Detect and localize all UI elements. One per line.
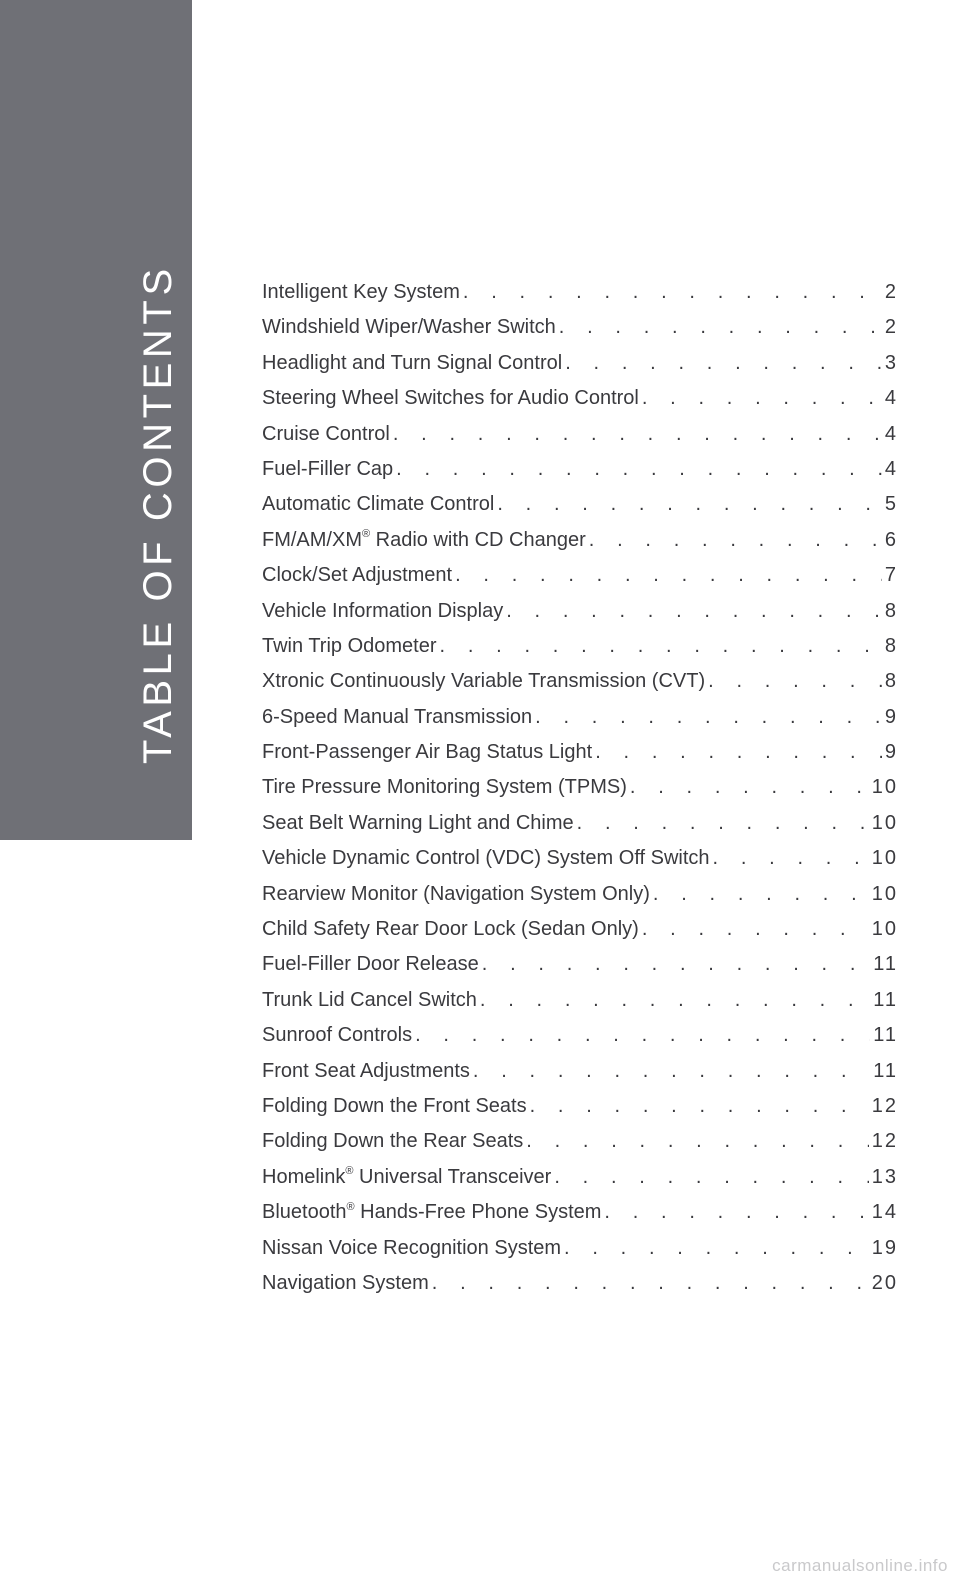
dot-leader: [577, 806, 869, 841]
dot-leader: [396, 452, 882, 487]
toc-entry-title: [262, 664, 708, 699]
toc-entry-title: [262, 947, 482, 982]
dot-leader: [604, 1195, 868, 1230]
toc-entry[interactable]: [262, 1266, 898, 1301]
toc-entry-page-number: 12: [871, 1130, 898, 1153]
toc-entry-title-text: Homelink: [262, 1165, 346, 1188]
toc-entry[interactable]: [262, 381, 898, 416]
toc-entry-title: [262, 806, 577, 841]
dot-leader: [642, 381, 882, 416]
toc-entry-page-number: 7: [884, 564, 898, 587]
toc-entry[interactable]: [262, 770, 898, 805]
toc-entry-page-number: 2: [884, 281, 898, 303]
toc-entry[interactable]: [262, 275, 898, 310]
dot-leader: [440, 629, 882, 664]
dot-leader: [630, 770, 869, 805]
toc-entry-title: [262, 1018, 415, 1053]
toc-entry[interactable]: [262, 558, 898, 593]
toc-entry-title-text: Bluetooth: [262, 1201, 347, 1224]
toc-entry-title-text: Windshield Wiper/Washer Switch: [262, 316, 556, 339]
toc-entry-title-text: Fuel-Filler Cap: [262, 457, 394, 480]
toc-entry-title-text: Headlight and Turn Signal Control: [262, 351, 563, 374]
toc-entry-page-number: 3: [884, 351, 898, 374]
toc-entry[interactable]: [262, 1089, 898, 1124]
toc-entry-page-number: 11: [873, 1059, 898, 1082]
toc-entry-page-number: 4: [884, 422, 898, 445]
toc-entry-title-text: Sunroof Controls: [262, 1024, 413, 1047]
toc-entry-page-number: 19: [871, 1236, 898, 1259]
toc-entry-page-number: 11: [873, 953, 898, 976]
dot-leader: [393, 417, 882, 452]
dot-leader: [497, 487, 882, 522]
toc-entry[interactable]: [262, 877, 898, 912]
toc-entry[interactable]: [262, 700, 898, 735]
toc-entry-page-number: 6: [884, 528, 898, 551]
toc-entry-title: [262, 1124, 526, 1159]
toc-entry[interactable]: [262, 594, 898, 629]
dot-leader: [713, 841, 869, 876]
toc-entry[interactable]: [262, 735, 898, 770]
toc-entry-title: [262, 417, 393, 452]
toc-entry-title: [262, 1231, 564, 1266]
toc-entry-title-text: Rearview Monitor (Navigation System Only): [262, 882, 650, 905]
toc-entry-title-text: Trunk Lid Cancel Switch: [262, 988, 477, 1011]
section-title-vertical: TABLE OF CONTENTS: [136, 264, 180, 764]
toc-entry-page-number: 4: [884, 387, 898, 410]
toc-entry-title: [262, 1054, 473, 1089]
toc-entry-title-text: Cruise Control: [262, 422, 390, 445]
toc-entry-title: [262, 700, 535, 735]
toc-entry-page-number: 12: [871, 1094, 898, 1117]
toc-entry-title: [262, 770, 630, 805]
toc-entry-page-number: 2: [884, 316, 898, 339]
toc-entry-title-text: Xtronic Continuously Variable Transmission (CVT): [262, 670, 706, 693]
dot-leader: [642, 912, 869, 947]
toc-entry[interactable]: [262, 346, 898, 381]
toc-entry-title: [262, 735, 595, 770]
toc-entry-title-text: Twin Trip Odometer: [262, 634, 437, 657]
toc-entry[interactable]: [262, 841, 898, 876]
toc-entry-title: [262, 381, 642, 416]
toc-entry[interactable]: [262, 1195, 898, 1230]
toc-entry[interactable]: [262, 983, 898, 1018]
toc-entry-title-text: Nissan Voice Recognition System: [262, 1236, 562, 1259]
toc-entry-title-suffix: Radio with CD Changer: [370, 528, 586, 551]
toc-entry-title: [262, 1195, 604, 1230]
dot-leader: [473, 1054, 870, 1089]
toc-entry[interactable]: [262, 1018, 898, 1053]
toc-entry-title-text: Fuel-Filler Door Release: [262, 953, 479, 976]
toc-entry[interactable]: [262, 487, 898, 522]
toc-entry-title-text: Folding Down the Rear Seats: [262, 1130, 524, 1153]
toc-entry-title: [262, 1089, 530, 1124]
toc-entry-title: [262, 912, 642, 947]
toc-entry-title-text: Folding Down the Front Seats: [262, 1094, 527, 1117]
dot-leader: [506, 594, 882, 629]
toc-entry[interactable]: [262, 664, 898, 699]
toc-entry-page-number: 10: [871, 918, 898, 941]
toc-entry-page-number: 13: [871, 1165, 898, 1188]
toc-entry-title: [262, 452, 396, 487]
table-of-contents: [262, 275, 898, 1301]
toc-entry-page-number: 10: [871, 776, 898, 799]
toc-entry-title: [262, 594, 506, 629]
toc-entry-title: [262, 1160, 554, 1195]
toc-entry-title: [262, 558, 455, 593]
toc-entry-title-text: FM/AM/XM: [262, 528, 362, 551]
dot-leader: [565, 346, 882, 381]
toc-entry[interactable]: [262, 629, 898, 664]
toc-entry[interactable]: [262, 310, 898, 345]
dot-leader: [559, 310, 882, 345]
dot-leader: [432, 1266, 869, 1301]
watermark: carmanualsonline.info: [772, 1556, 948, 1575]
dot-leader: [455, 558, 882, 593]
toc-entry[interactable]: [262, 912, 898, 947]
dot-leader: [526, 1124, 869, 1159]
toc-entry-title-text: Front Seat Adjustments: [262, 1059, 470, 1082]
registered-mark: ®: [345, 1165, 354, 1178]
toc-entry-title-text: Front-Passenger Air Bag Status Light: [262, 741, 593, 764]
toc-entry[interactable]: [262, 417, 898, 452]
dot-leader: [530, 1089, 869, 1124]
toc-entry-title-text: Tire Pressure Monitoring System (TPMS): [262, 776, 627, 799]
toc-entry-title: [262, 310, 559, 345]
toc-entry-title: [262, 841, 713, 876]
registered-mark: ®: [346, 1200, 355, 1213]
dot-leader: [480, 983, 870, 1018]
toc-entry-title: [262, 877, 653, 912]
dot-leader: [554, 1160, 868, 1195]
dot-leader: [463, 275, 882, 310]
toc-entry-page-number: 9: [884, 741, 898, 764]
toc-entry-title-text: Clock/Set Adjustment: [262, 564, 453, 587]
toc-entry-page-number: 10: [871, 847, 898, 870]
toc-entry[interactable]: [262, 452, 898, 487]
toc-entry-page-number: 14: [871, 1201, 898, 1224]
toc-entry-title-text: Steering Wheel Switches for Audio Control: [262, 387, 639, 410]
dot-leader: [482, 947, 870, 982]
toc-entry-title-text: Seat Belt Warning Light and Chime: [262, 811, 574, 834]
toc-entry-title-suffix: Hands-Free Phone System: [354, 1201, 602, 1224]
registered-mark: ®: [362, 528, 371, 541]
dot-leader: [589, 523, 882, 558]
toc-entry-title: [262, 523, 589, 558]
toc-entry-title: [262, 346, 565, 381]
toc-entry[interactable]: [262, 523, 898, 558]
toc-entry-page-number: 10: [871, 811, 898, 834]
toc-entry-title-text: 6-Speed Manual Transmission: [262, 705, 533, 728]
toc-entry-title-text: Vehicle Dynamic Control (VDC) System Off Switch: [262, 847, 710, 870]
dot-leader: [653, 877, 869, 912]
toc-entry-page-number: 10: [871, 882, 898, 905]
toc-entry[interactable]: [262, 947, 898, 982]
toc-entry-title: [262, 487, 497, 522]
toc-entry-page-number: 5: [884, 493, 898, 516]
toc-entry-title: [262, 629, 440, 664]
toc-entry[interactable]: [262, 1124, 898, 1159]
toc-entry[interactable]: [262, 1160, 898, 1195]
toc-entry-page-number: 8: [884, 670, 898, 693]
toc-entry-title: [262, 1266, 432, 1301]
toc-entry[interactable]: [262, 1231, 898, 1266]
toc-entry-title: [262, 983, 480, 1018]
toc-entry-title-suffix: Universal Transceiver: [353, 1165, 552, 1188]
toc-entry-title: [262, 275, 463, 310]
dot-leader: [708, 664, 882, 699]
toc-entry-page-number: 9: [884, 705, 898, 728]
toc-entry-page-number: 20: [871, 1271, 898, 1294]
toc-entry-title-text: Navigation System: [262, 1271, 429, 1294]
dot-leader: [595, 735, 882, 770]
toc-entry[interactable]: [262, 1054, 898, 1089]
toc-entry-page-number: 8: [884, 599, 898, 622]
dot-leader: [415, 1018, 870, 1053]
toc-entry-page-number: 8: [884, 634, 898, 657]
toc-entry-title-text: Automatic Climate Control: [262, 493, 495, 516]
dot-leader: [535, 700, 882, 735]
dot-leader: [564, 1231, 869, 1266]
toc-entry-page-number: 11: [873, 988, 898, 1011]
toc-entry[interactable]: [262, 806, 898, 841]
toc-entry-page-number: 4: [884, 457, 898, 480]
toc-entry-title-text: Intelligent Key System: [262, 281, 460, 303]
toc-entry-page-number: 11: [873, 1024, 898, 1047]
toc-entry-title-text: Child Safety Rear Door Lock (Sedan Only): [262, 918, 639, 941]
toc-entry-title-text: Vehicle Information Display: [262, 599, 504, 622]
